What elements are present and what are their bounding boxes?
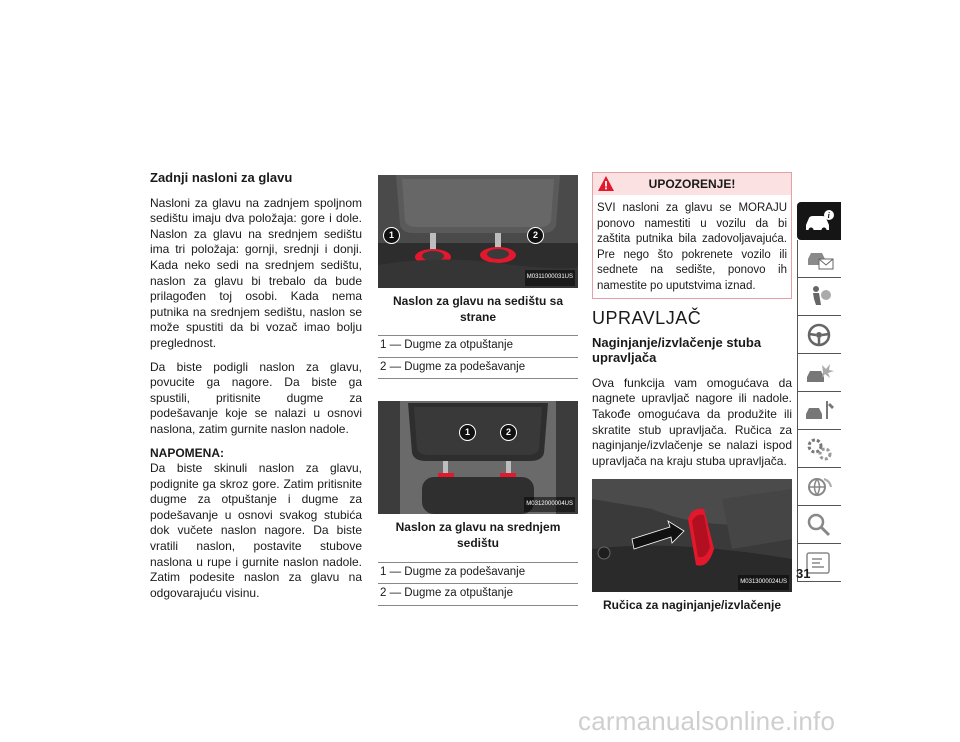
tab-airbag[interactable] (797, 278, 841, 316)
tab-globe[interactable] (797, 468, 841, 506)
legend-item: 1 — Dugme za podešavanje (378, 563, 578, 585)
car-tools-icon (804, 397, 836, 425)
envelope-icon (804, 245, 836, 273)
section-title: UPRAVLJAČ (592, 308, 702, 328)
tab-steering-wheel[interactable] (797, 316, 841, 354)
gears-icon (804, 435, 836, 463)
callout-2: 2 (527, 227, 544, 244)
page-number: 31 (796, 566, 811, 581)
callout-2: 2 (500, 424, 517, 441)
right-column (592, 172, 792, 624)
warning-triangle-icon (597, 175, 615, 192)
svg-text:i: i (827, 211, 830, 220)
warning-text: SVI nasloni za glavu se MORAJU ponovo namestiti u vozilu da bi zaštita putnika bila zadovoljavajuća. Pre nego što pokrenete vozilo ili sednete na sedište, ponovo ih namestite po uputstvima iznad. (597, 202, 787, 292)
outboard-headrest-figure (378, 175, 578, 288)
warning-header (593, 173, 791, 195)
warning-title: UPOZORENJE! (648, 177, 736, 191)
subsection-title: Naginjanje/izvlačenje stuba upravljača (592, 334, 762, 366)
figure-legend (378, 562, 578, 606)
figure-caption: Ručica za naginjanje/izvlačenje (602, 598, 782, 613)
steering-paragraph: Ova funkcija vam omogućava da nagnete upravljač nagore ili nadole. Takođe omogućava da produžite ili skratite stub upravljača. Ručica za naginjanje/izvlačenje se nalazi ispod upravljača na kraju stuba upravljača. (592, 375, 792, 468)
tab-magnifier[interactable] (797, 506, 841, 544)
car-info-icon (803, 207, 835, 235)
steering-wheel-icon (804, 321, 836, 349)
note-title: NAPOMENA: (150, 445, 224, 460)
magnifier-icon (804, 511, 836, 539)
center-headrest-figure (378, 401, 578, 514)
figure-code: M0312000004US (524, 497, 575, 513)
globe-icon (804, 473, 836, 501)
middle-column (378, 175, 578, 606)
paragraph-1: Nasloni za glavu na zadnjem spoljnom sedištu imaju dva položaja: gore i dole. Naslon za glavu na srednjem sedištu ima tri položaja: gornji, srednji i donji. Kada neko sedi na srednjem sedištu, naslon za glavu bi trebalo da bude prilagođen toj osobi. Kada nema putnika na srednjem sedištu, naslon se može spustiti da bi vozač imao bolju preglednost. (150, 195, 362, 350)
left-column (150, 170, 362, 609)
chapter-tabs (797, 202, 842, 582)
rear-headrests-heading: Zadnji nasloni za glavu (150, 170, 293, 185)
tab-envelope[interactable] (797, 240, 841, 278)
legend-item: 1 — Dugme za otpuštanje (378, 336, 578, 358)
car-crash-icon (804, 359, 836, 387)
callout-1: 1 (459, 424, 476, 441)
paragraph-2: Da biste podigli naslon za glavu, povucite ga nagore. Da biste ga spustili, pritisnite dugme za podešavanje koje se nalazi u osnovi naslona, zatim gurnite naslon nadole. (150, 359, 362, 436)
figure-legend (378, 335, 578, 379)
tab-gears[interactable] (797, 430, 841, 468)
figure-caption: Naslon za glavu na sedištu sa strane (392, 294, 564, 324)
note-text: Da biste skinuli naslon za glavu, podignite ga skroz gore. Zatim pritisnite dugme za otpuštanje i dugme za podešavanje u osnovi svakog stubića dok vučete naslon nagore. Da biste vratili naslon, postavite stubove naslona u rupe i gurnite naslon nadole. Zatim podesite naslon za glavu na odgovarajuću visinu. (150, 461, 362, 600)
airbag-icon (804, 283, 836, 311)
legend-item: 2 — Dugme za otpuštanje (378, 584, 578, 606)
legend-item: 2 — Dugme za podešavanje (378, 358, 578, 380)
tab-car-crash[interactable] (797, 354, 841, 392)
figure-code: M0313000024US (738, 575, 789, 591)
callout-1: 1 (383, 227, 400, 244)
warning-box (592, 172, 792, 299)
figure-code: M0311000031US (525, 270, 575, 286)
watermark: carmanualsonline.info (578, 706, 836, 736)
tab-car-tools[interactable] (797, 392, 841, 430)
figure-caption: Naslon za glavu na srednjem sedištu (395, 520, 561, 550)
tab-car-info[interactable] (797, 202, 841, 240)
tilt-lever-figure (592, 479, 792, 592)
